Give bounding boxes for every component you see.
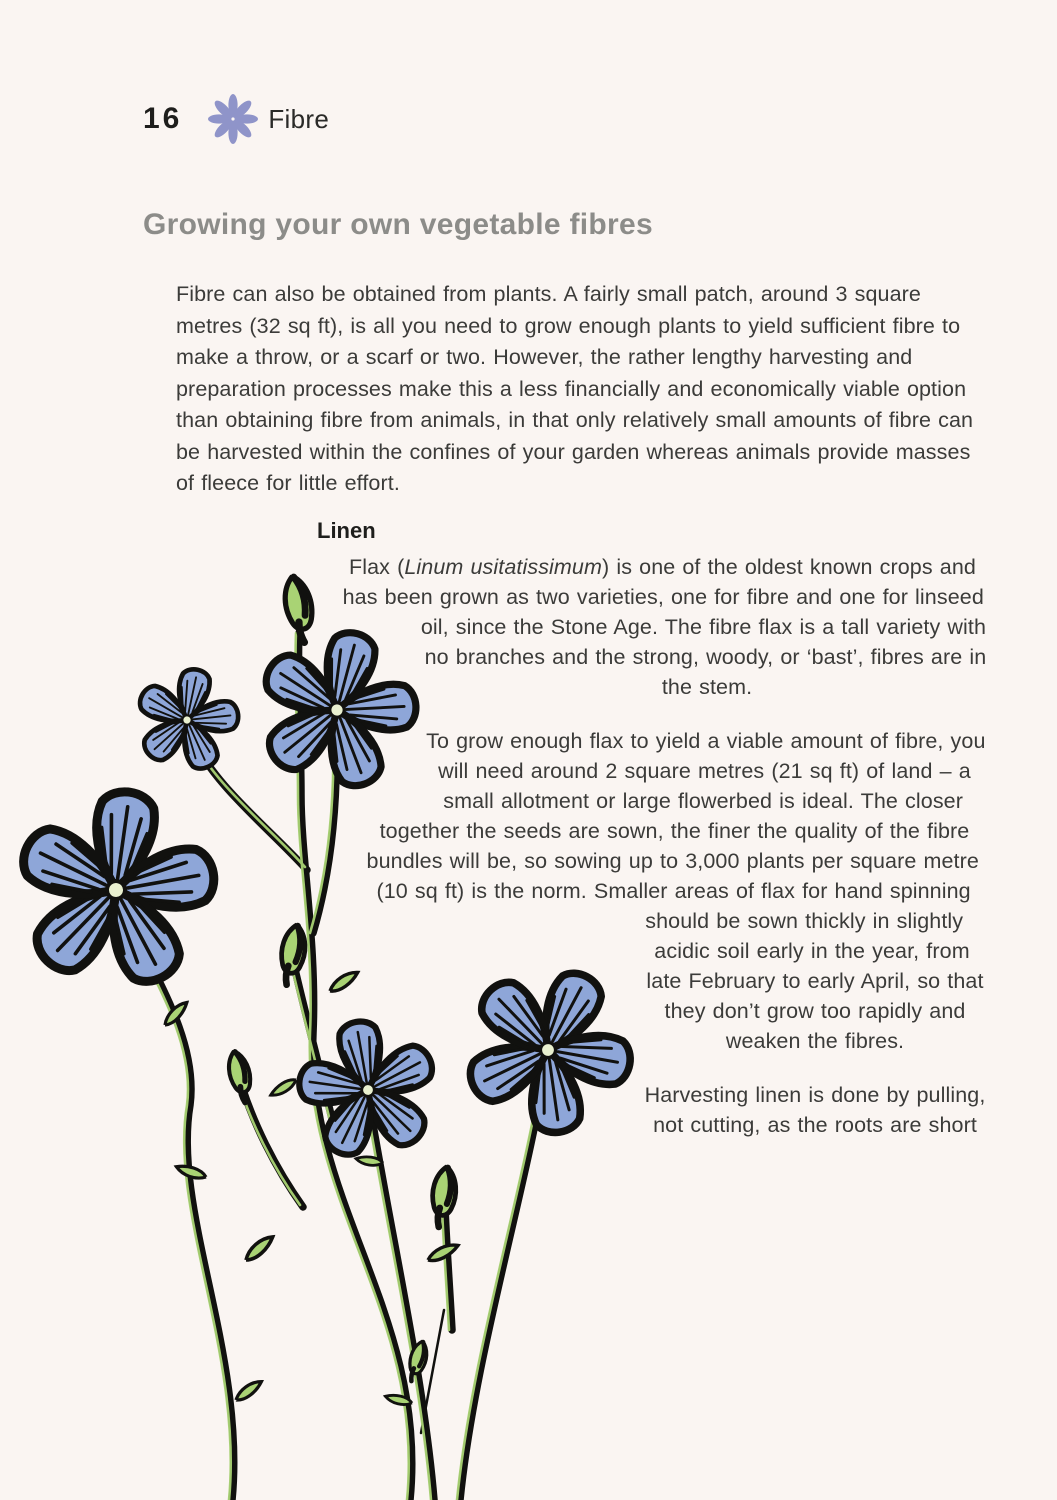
linen-paragraph-1-post: ) is one of the oldest known crops and has been grown as two varieties, one for fibre and one for linseed oil, since the Stone Age. The fibre flax is a tall variety with no branches and the strong, woody, or ‘bast’, fibres are in the stem. — [342, 555, 987, 699]
page-number: 16 — [143, 102, 183, 135]
running-header — [143, 94, 329, 144]
linen-paragraph-3: Harvesting linen is done by pulling, not cutting, as the roots are short — [644, 1083, 986, 1137]
flower-ornament-icon — [208, 94, 258, 144]
section-title: Growing your own vegetable fibres — [143, 208, 653, 241]
linen-subheading: Linen — [317, 518, 376, 543]
linen-paragraph-2: To grow enough flax to yield a viable amount of fibre, you will need around 2 square metres (21 sq ft) of land – a small allotment or large flowerbed is ideal. The closer together the seeds are sown, the finer the quality of the fibre bundles will be, so sowing up to 3,000 plants per square metre (10 sq ft) is the norm. Smaller areas of flax for hand spinning should be sown thickly in slightly acidic soil early in the year, from late February to early April, so that they don’t grow too rapidly and weaken the fibres. — [366, 729, 986, 1053]
latin-species-name: Linum usitatissimum — [404, 555, 602, 579]
illustration-runaround-spacer — [143, 552, 643, 1500]
intro-paragraph: Fibre can also be obtained from plants. A fairly small patch, around 3 square metres (32 sq ft), is all you need to grow enough plants to yield sufficient fibre to make a throw, or a scarf or two. However, the rather lengthy harvesting and preparation processes make this a less financially and economically viable option than obtaining fibre from animals, in that only relatively small amounts of fibre can be harvested within the confines of your garden whereas animals provide masses of fleece for little effort. — [176, 282, 974, 495]
chapter-running-title: Fibre — [268, 103, 330, 134]
linen-paragraph-1-pre: Flax ( — [348, 555, 405, 579]
linen-section — [143, 552, 987, 1500]
